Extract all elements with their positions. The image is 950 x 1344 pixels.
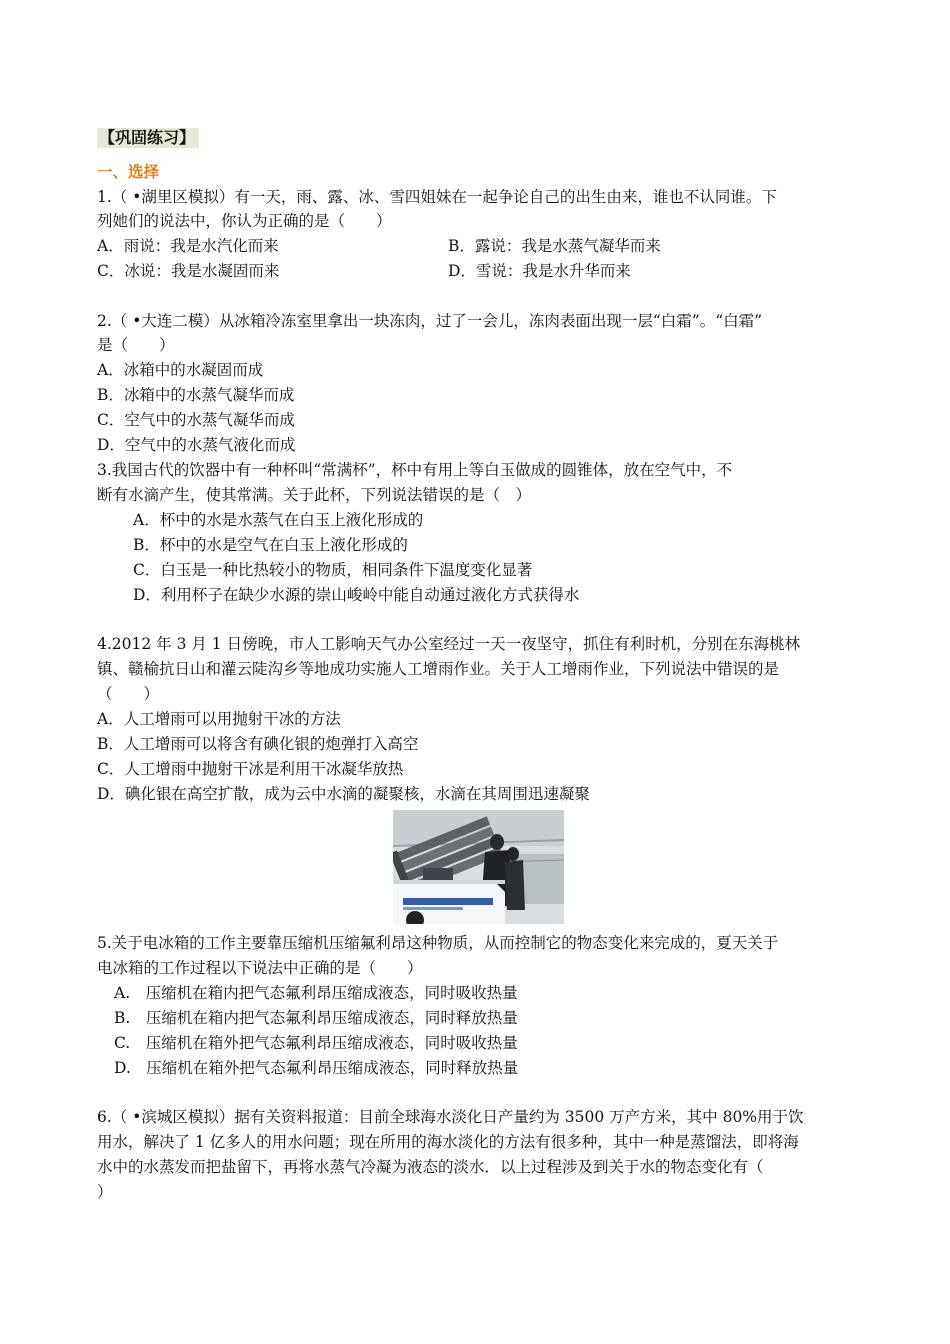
q1-stem-line2: 列她们的说法中，你认为正确的是（ ） (97, 212, 392, 230)
q2-option-a: A．冰箱中的水凝固而成 (97, 361, 264, 379)
q5-stem-line1: 5.关于电冰箱的工作主要靠压缩机压缩氟利昂这种物质，从而控制它的物态变化来完成的，夏天关于 (97, 934, 779, 952)
q6-stem-line2: 用水，解决了 1 亿多人的用水问题；现在所用的海水淡化的方法有很多种，其中一种是蒸馏法，即将海 (97, 1133, 799, 1151)
q5-option-a: A. 压缩机在箱内把气态氟利昂压缩成液态，同时吸收热量 (114, 984, 518, 1002)
q1-option-a: A．雨说：我是水汽化而来 (97, 237, 279, 255)
q2-stem-line2: 是（ ） (97, 336, 175, 354)
q1-option-b: B．露说：我是水蒸气凝华而来 (448, 237, 661, 255)
q6-stem-line3: 水中的水蒸发而把盐留下，再将水蒸气冷凝为液态的淡水．以上过程涉及到关于水的物态变化有（ (97, 1158, 764, 1176)
q2-option-c: C．空气中的水蒸气凝华而成 (97, 411, 295, 429)
truck-launcher-illustration (393, 810, 564, 924)
q4-option-b: B．人工增雨可以将含有碘化银的炮弹打入高空 (97, 735, 419, 753)
q2-stem-line1: 2.（ •大连二模）从冰箱冷冻室里拿出一块冻肉，过了一会儿，冻肉表面出现一层“白霜”。“白霜” (97, 312, 763, 330)
rain-enhancement-photo (393, 810, 564, 924)
q5-stem-line2: 电冰箱的工作过程以下说法中正确的是（ ） (97, 959, 423, 977)
q3-option-b: B．杯中的水是空气在白玉上液化形成的 (133, 536, 408, 554)
q4-option-c: C．人工增雨中抛射干冰是利用干冰凝华放热 (97, 760, 404, 778)
q3-stem-line1: 3.我国古代的饮器中有一种杯叫“常满杯”，杯中有用上等白玉做成的圆锥体，放在空气中，不 (97, 461, 733, 479)
q1-stem-line1: 1.（ •湖里区模拟）有一天，雨、露、冰、雪四姐妹在一起争论自己的出生由来，谁也不认同谁。下 (97, 188, 777, 206)
q4-stem-line1: 4.2012 年 3 月 1 日傍晚，市人工影响天气办公室经过一天一夜坚守，抓住有利时机，分别在东海桃林 (97, 635, 801, 653)
q3-option-c: C．白玉是一种比热较小的物质，相同条件下温度变化显著 (133, 561, 533, 579)
section-heading: 【巩固练习】 (97, 128, 199, 148)
q4-option-d: D．碘化银在高空扩散，成为云中水滴的凝聚核，水滴在其周围迅速凝聚 (97, 785, 590, 803)
q1-option-c: C．冰说：我是水凝固而来 (97, 262, 280, 280)
q5-option-c: C. 压缩机在箱外把气态氟利昂压缩成液态，同时吸收热量 (114, 1034, 518, 1052)
q3-stem-line2: 断有水滴产生，使其常满。关于此杯，下列说法错误的是（ ） (97, 486, 532, 504)
q5-option-d: D. 压缩机在箱外把气态氟利昂压缩成液态，同时释放热量 (114, 1059, 519, 1077)
q2-option-b: B．冰箱中的水蒸气凝华而成 (97, 386, 295, 404)
q1-option-d: D．雪说：我是水升华而来 (448, 262, 631, 280)
q6-stem-line4: ） (97, 1183, 113, 1201)
q6-stem-line1: 6.（ •滨城区模拟）据有关资料报道：目前全球海水淡化日产量约为 3500 万产方米，其中 80%用于饮 (97, 1108, 804, 1126)
q4-stem-line2: 镇、赣榆抗日山和灌云陡沟乡等地成功实施人工增雨作业。关于人工增雨作业，下列说法中错误的是 (97, 660, 780, 678)
q5-option-b: B. 压缩机在箱内把气态氟利昂压缩成液态，同时释放热量 (114, 1009, 518, 1027)
q3-option-d: D．利用杯子在缺少水源的崇山峻岭中能自动通过液化方式获得水 (133, 586, 580, 604)
part-heading: 一、选择 (97, 163, 160, 181)
q4-stem-line3: （ ） (97, 685, 160, 703)
q3-option-a: A．杯中的水是水蒸气在白玉上液化形成的 (133, 511, 424, 529)
q2-option-d: D．空气中的水蒸气液化而成 (97, 436, 296, 454)
q4-option-a: A．人工增雨可以用抛射干冰的方法 (97, 710, 341, 728)
